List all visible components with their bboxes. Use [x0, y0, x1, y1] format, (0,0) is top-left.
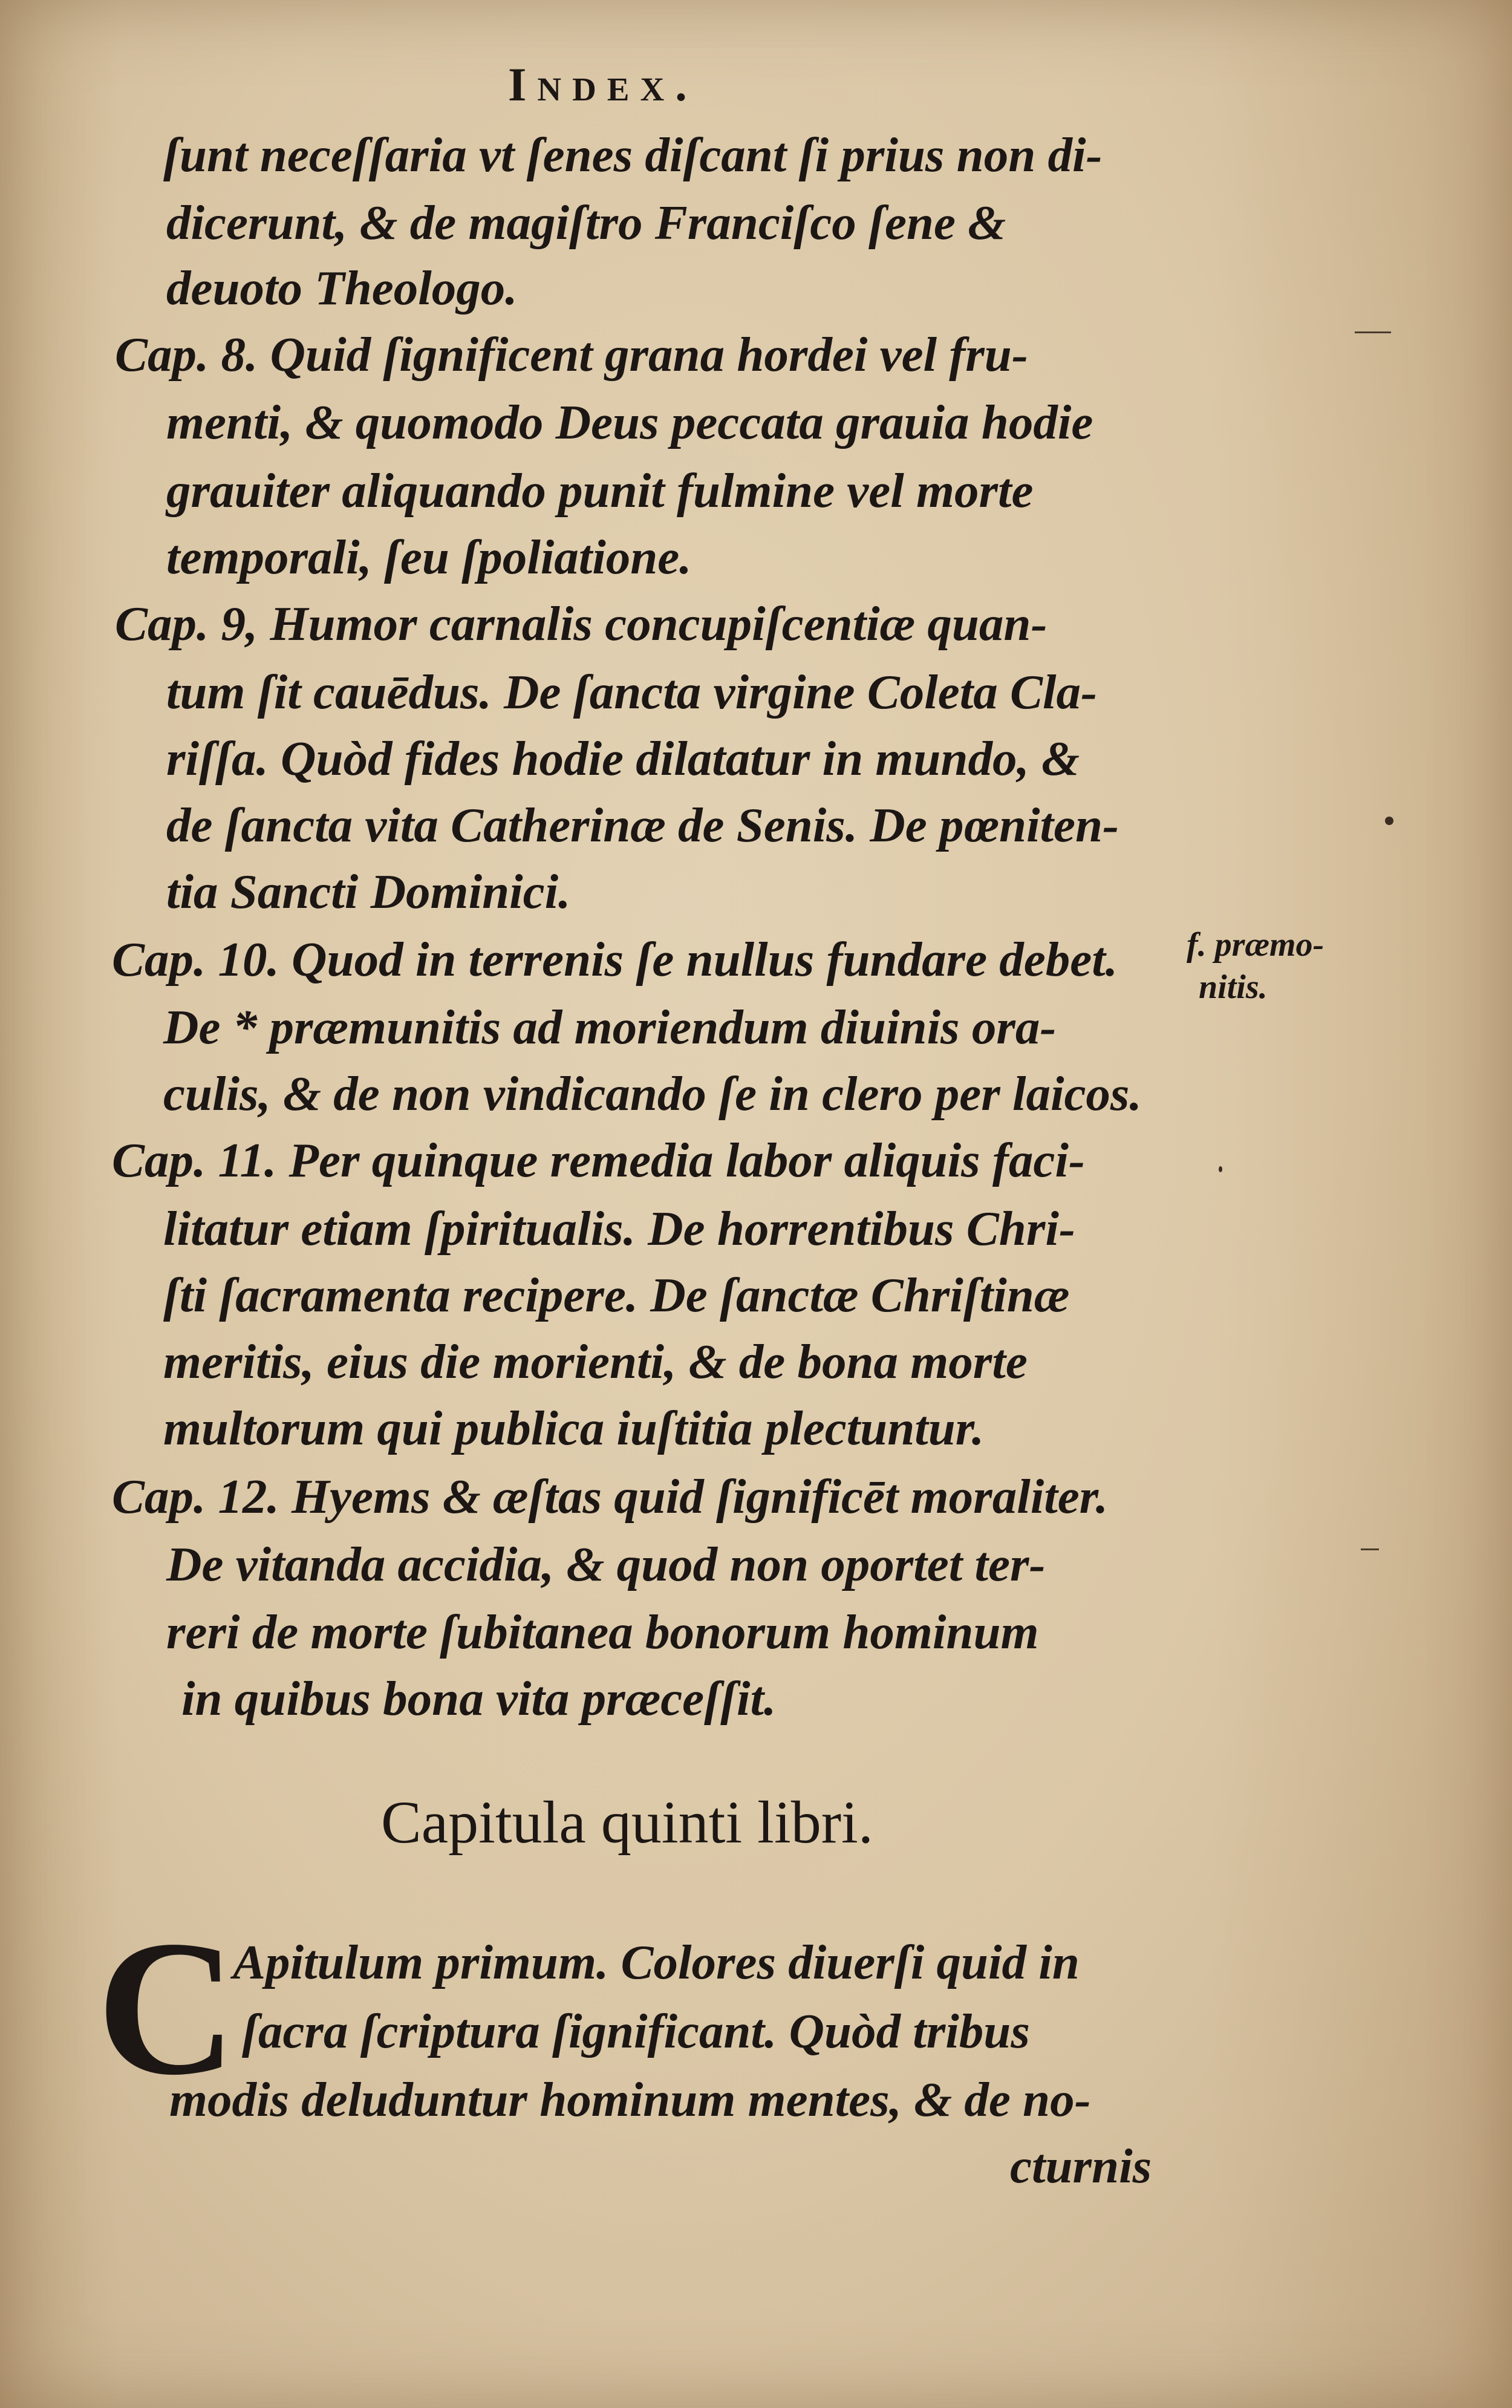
chapter-line: ſacra ſcriptura ſignificant. Quòd tribus: [242, 2004, 1030, 2058]
index-line: tia Sancti Dominici.: [166, 864, 571, 919]
index-line: grauiter aliquando punit fulmine vel morte: [166, 463, 1034, 518]
index-line: Cap. 11. Per quinque remedia labor aliquis faci-: [112, 1133, 1085, 1187]
chapter-line: modis deluduntur hominum mentes, & de no-: [169, 2072, 1091, 2127]
index-line: dicerunt, & de magiſtro Franciſco ſene &: [166, 195, 1006, 250]
index-line: riſſa. Quòd fides hodie dilatatur in mundo, &: [166, 731, 1080, 786]
index-line: menti, & quomodo Deus peccata grauia hodie: [166, 395, 1093, 449]
section-heading: Capitula quinti libri.: [381, 1789, 873, 1856]
running-head: Index.: [508, 58, 698, 111]
index-line: De vitanda accidia, & quod non oportet ter-: [166, 1537, 1046, 1591]
margin-note: nitis.: [1199, 968, 1268, 1006]
index-line: Cap. 10. Quod in terrenis ſe nullus fundare debet.: [112, 932, 1118, 987]
stray-mark: [1361, 1548, 1379, 1550]
ink-speck: [1385, 817, 1393, 825]
index-line: ſunt neceſſaria vt ſenes diſcant ſi prius non di-: [163, 128, 1103, 182]
index-line: Cap. 12. Hyems & æſtas quid ſignificēt moraliter.: [112, 1469, 1108, 1524]
stray-mark: [1355, 331, 1391, 333]
chapter-line: Apitulum primum. Colores diuerſi quid in: [233, 1935, 1080, 1989]
index-line: de ſancta vita Catherinæ de Senis. De pœniten-: [166, 798, 1119, 852]
margin-note: f. præmo-: [1187, 926, 1325, 964]
drop-cap: C: [97, 1901, 237, 2115]
chapter-line: cturnis: [1010, 2139, 1152, 2193]
index-line: culis, & de non vindicando ſe in clero per laicos.: [163, 1066, 1142, 1121]
index-line: meritis, eius die morienti, & de bona morte: [163, 1334, 1028, 1389]
index-line: reri de morte ſubitanea bonorum hominum: [166, 1605, 1039, 1659]
index-line: Cap. 9, Humor carnalis concupiſcentiæ quan-: [115, 596, 1048, 651]
index-line: deuoto Theologo.: [166, 261, 518, 315]
index-line: in quibus bona vita præceſſit.: [181, 1671, 777, 1726]
index-line: multorum qui publica iuſtitia plectuntur.: [163, 1401, 985, 1455]
index-line: ſti ſacramenta recipere. De ſanctæ Chriſtinæ: [163, 1268, 1070, 1322]
ink-speck: [1219, 1166, 1222, 1172]
index-line: temporali, ſeu ſpoliatione.: [166, 530, 692, 584]
index-line: Cap. 8. Quid ſignificent grana hordei vel fru-: [115, 327, 1028, 382]
index-line: De * præmunitis ad moriendum diuinis ora-: [163, 1000, 1057, 1054]
index-line: litatur etiam ſpiritualis. De horrentibus Chri-: [163, 1201, 1075, 1256]
index-line: tum ſit cauēdus. De ſancta virgine Coleta Cla-: [166, 665, 1097, 719]
